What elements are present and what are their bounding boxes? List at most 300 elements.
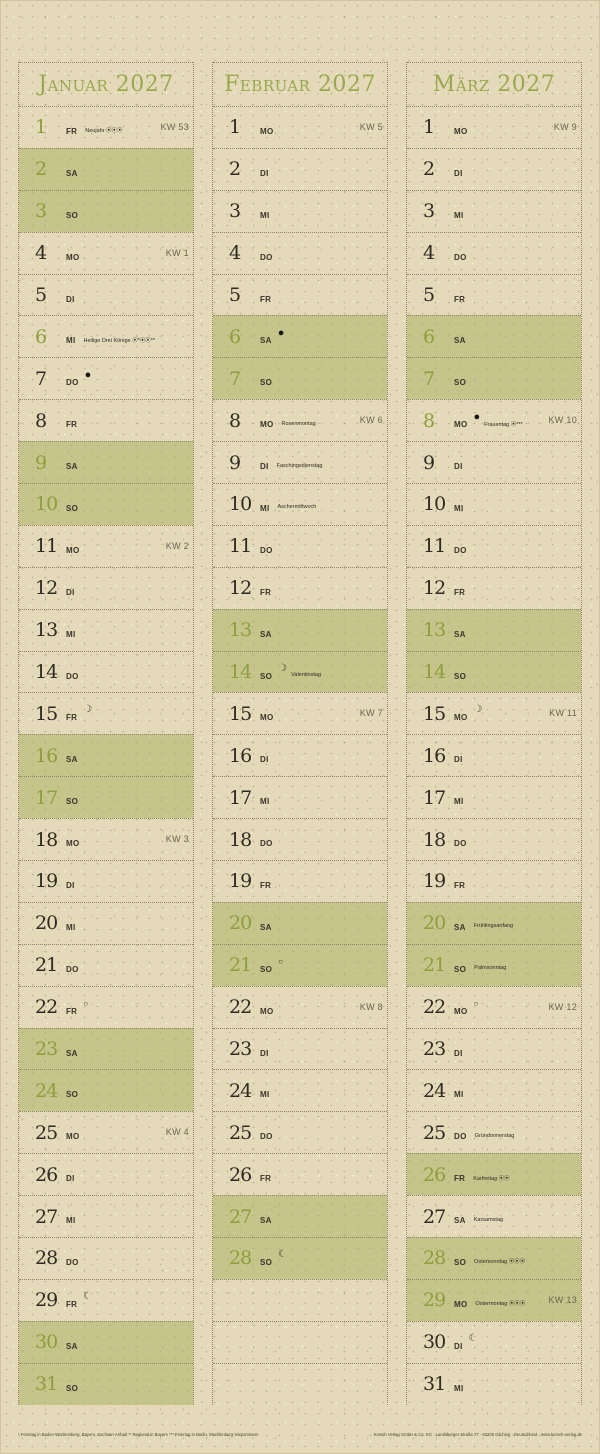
day-row [19, 274, 193, 316]
day-number: 21 [35, 954, 58, 977]
weekday-label: DI [260, 1048, 269, 1058]
calendar-week-label: KW 3 [165, 834, 189, 845]
day-row [19, 525, 193, 567]
holiday-note: Gründonnerstag [474, 1132, 515, 1139]
weekday-label: MO [260, 713, 274, 723]
day-row [19, 1279, 193, 1321]
weekday-label: SA [66, 1341, 78, 1351]
day-row [407, 734, 581, 776]
day-row [19, 651, 193, 693]
holiday-note: Ostermontag ⦿⦿⦿ [475, 1301, 526, 1308]
calendar-week-label: KW 12 [548, 1001, 577, 1012]
holiday-note: Frühlingsanfang [473, 923, 514, 930]
day-row [407, 1321, 581, 1363]
day-row [19, 1111, 193, 1153]
weekday-label: DO [260, 545, 273, 555]
day-number: 5 [423, 284, 435, 306]
month-title: März 2027 [407, 62, 581, 106]
day-number: 8 [229, 409, 241, 432]
weekday-label: DO [454, 252, 467, 262]
weekday-label: FR [260, 294, 272, 304]
holiday-note: Heilige Drei Könige ⦿*⦿⦿** [83, 337, 156, 344]
weekday-label: MO [454, 420, 468, 430]
weekday-label: MI [454, 1090, 464, 1100]
day-number: 7 [423, 367, 435, 390]
day-number: 3 [35, 200, 47, 223]
day-row [407, 232, 581, 274]
weekday-label: SO [66, 1383, 79, 1393]
day-number: 30 [423, 1331, 446, 1354]
month-title: Februar 2027 [213, 62, 387, 106]
day-row [19, 1028, 193, 1070]
day-row [213, 944, 387, 986]
day-number: 9 [229, 451, 241, 474]
day-row [407, 274, 581, 316]
calendar-week-label: KW 9 [553, 122, 577, 132]
weekday-label: SO [454, 1257, 467, 1267]
weekday-label: SO [260, 1257, 273, 1267]
quarter-moon-icon: ☽ [83, 704, 93, 716]
day-row [407, 106, 581, 148]
weekday-label: MI [454, 1383, 464, 1393]
day-row [407, 1237, 581, 1279]
day-row [407, 692, 581, 734]
day-number: 23 [35, 1038, 58, 1061]
day-number: 25 [229, 1121, 252, 1144]
weekday-label: DO [260, 252, 273, 262]
quarter-moon-icon: ☾ [83, 1290, 93, 1302]
weekday-label: DO [66, 671, 79, 681]
day-number: 9 [423, 451, 435, 474]
weekday-label: FR [260, 1174, 272, 1184]
calendar-grid [18, 62, 582, 1405]
day-number: 28 [229, 1247, 252, 1270]
day-row [213, 148, 387, 190]
day-number: 29 [423, 1289, 446, 1312]
day-row [407, 1069, 581, 1111]
day-row [213, 106, 387, 148]
day-row [407, 651, 581, 693]
day-row [213, 357, 387, 399]
weekday-label: DO [66, 964, 79, 974]
day-number: 7 [229, 367, 241, 390]
day-row [407, 148, 581, 190]
day-row [19, 567, 193, 609]
weekday-label: DO [454, 839, 467, 849]
weekday-label: SO [454, 378, 467, 388]
weekday-label: FR [66, 713, 78, 723]
weekday-label: SA [454, 922, 466, 932]
day-number: 9 [35, 451, 47, 474]
weekday-label: FR [260, 587, 272, 597]
weekday-label: MO [454, 713, 468, 723]
day-row [213, 190, 387, 232]
calendar-week-label: KW 4 [165, 1127, 189, 1138]
weekday-label: MO [66, 545, 80, 555]
weekday-label: FR [454, 1174, 466, 1184]
day-number: 2 [423, 158, 435, 181]
weekday-label: MI [260, 1090, 270, 1100]
day-row [213, 651, 387, 693]
day-number: 15 [423, 702, 446, 725]
weekday-label: MO [454, 1299, 468, 1309]
day-row [19, 860, 193, 902]
weekday-label: MI [260, 210, 270, 220]
day-number: 13 [423, 619, 446, 642]
day-number: 17 [35, 786, 58, 809]
day-number: 24 [423, 1079, 446, 1102]
weekday-label: DI [454, 1341, 463, 1351]
day-row [19, 483, 193, 525]
weekday-label: MI [454, 797, 464, 807]
weekday-label: DI [260, 462, 269, 472]
day-number: 12 [423, 577, 446, 600]
weekday-label: FR [454, 294, 466, 304]
day-number: 6 [35, 325, 47, 348]
day-number: 27 [35, 1205, 58, 1228]
day-row [19, 399, 193, 441]
day-row [19, 902, 193, 944]
weekday-label: MO [454, 126, 468, 136]
day-row [407, 1195, 581, 1237]
day-row [19, 944, 193, 986]
quarter-moon-icon: ☽ [278, 662, 288, 674]
day-row [19, 776, 193, 818]
day-row [407, 818, 581, 860]
weekday-label: SO [260, 964, 273, 974]
day-row [213, 315, 387, 357]
weekday-label: MI [66, 336, 76, 346]
day-number: 10 [229, 493, 252, 516]
day-row [19, 986, 193, 1028]
full-moon-icon: ○ [83, 998, 89, 1008]
weekday-label: DI [66, 880, 75, 890]
weekday-label: SA [260, 336, 272, 346]
day-row [19, 232, 193, 274]
day-number: 3 [423, 200, 435, 223]
day-row [213, 1028, 387, 1070]
day-row [213, 567, 387, 609]
holiday-note: Neujahr ⦿⦿⦿ [85, 128, 123, 135]
day-number: 14 [423, 661, 446, 684]
day-row [213, 609, 387, 651]
weekday-label: DO [260, 1132, 273, 1142]
new-moon-icon: ● [277, 326, 285, 339]
calendar-week-label: KW 6 [359, 415, 383, 426]
day-number: 11 [229, 535, 252, 558]
day-number: 6 [423, 325, 435, 348]
weekday-label: SA [66, 168, 78, 178]
holiday-note: Ostersonntag ⦿⦿⦿ [474, 1259, 526, 1266]
day-number: 29 [35, 1289, 58, 1312]
day-number: 2 [35, 158, 47, 181]
weekday-label: FR [66, 1006, 78, 1016]
day-number: 11 [35, 535, 58, 558]
day-number: 5 [229, 284, 241, 306]
weekday-label: FR [66, 126, 78, 136]
day-number: 2 [229, 158, 241, 181]
day-row [213, 232, 387, 274]
day-row [407, 986, 581, 1028]
weekday-label: SO [66, 1090, 79, 1100]
weekday-label: DO [66, 378, 79, 388]
day-number: 19 [35, 870, 58, 893]
quarter-moon-icon: ☾ [278, 1248, 288, 1260]
day-number: 30 [35, 1331, 58, 1354]
weekday-label: MO [66, 252, 80, 262]
day-row [213, 1195, 387, 1237]
calendar-week-label: KW 53 [160, 122, 189, 132]
day-row [19, 1153, 193, 1195]
day-number: 15 [35, 702, 58, 725]
weekday-label: SO [260, 378, 273, 388]
calendar-week-label: KW 13 [548, 1294, 577, 1305]
quarter-moon-icon: ☾ [468, 1332, 478, 1344]
holiday-note: Faschingsdienstag [276, 462, 323, 469]
day-number: 24 [35, 1079, 58, 1102]
day-row [213, 986, 387, 1028]
day-row [19, 315, 193, 357]
day-row [407, 944, 581, 986]
day-number: 17 [423, 786, 446, 809]
day-row [213, 1237, 387, 1279]
weekday-label: MI [66, 922, 76, 932]
day-number: 13 [229, 619, 252, 642]
day-row [407, 567, 581, 609]
weekday-label: MO [454, 1006, 468, 1016]
day-number: 4 [423, 242, 435, 265]
empty-day-row [213, 1363, 387, 1405]
day-number: 10 [423, 493, 446, 516]
day-number: 20 [229, 912, 252, 935]
weekday-label: DO [66, 1257, 79, 1267]
day-number: 1 [423, 116, 435, 139]
day-number: 6 [229, 325, 241, 348]
empty-day-row [213, 1279, 387, 1321]
day-row [213, 860, 387, 902]
day-number: 10 [35, 493, 58, 516]
new-moon-icon: ● [84, 368, 92, 381]
day-number: 4 [229, 242, 241, 265]
weekday-label: DO [454, 545, 467, 555]
weekday-label: MO [66, 1132, 80, 1142]
weekday-label: SO [454, 671, 467, 681]
day-number: 4 [35, 242, 47, 265]
weekday-label: DI [454, 1048, 463, 1058]
day-number: 16 [423, 744, 446, 767]
day-row [213, 692, 387, 734]
day-row [19, 609, 193, 651]
day-number: 28 [423, 1247, 446, 1270]
calendar-week-label: KW 11 [549, 708, 577, 719]
calendar-week-label: KW 5 [359, 122, 383, 132]
weekday-label: MI [260, 503, 270, 513]
day-number: 28 [35, 1247, 58, 1270]
weekday-label: MI [454, 210, 464, 220]
weekday-label: SA [66, 755, 78, 765]
day-row [407, 190, 581, 232]
weekday-label: DI [454, 755, 463, 765]
calendar-week-label: KW 8 [359, 1001, 383, 1012]
day-number: 14 [35, 661, 58, 684]
day-row [213, 734, 387, 776]
day-row [407, 1028, 581, 1070]
day-row [407, 902, 581, 944]
day-row [19, 190, 193, 232]
day-row [407, 525, 581, 567]
weekday-label: DI [260, 168, 269, 178]
day-row [213, 1111, 387, 1153]
day-number: 11 [423, 535, 446, 558]
weekday-label: SO [66, 797, 79, 807]
weekday-label: MO [66, 839, 80, 849]
day-row [407, 357, 581, 399]
holiday-note: Karfreitag ⦿⦿ [473, 1175, 510, 1182]
day-number: 3 [229, 200, 241, 223]
weekday-label: SA [260, 1216, 272, 1226]
day-row [19, 1321, 193, 1363]
weekday-label: DI [66, 1174, 75, 1184]
weekday-label: DI [66, 294, 75, 304]
day-row [407, 1279, 581, 1321]
day-number: 26 [229, 1163, 252, 1186]
day-row [19, 818, 193, 860]
weekday-label: SA [66, 462, 78, 472]
day-number: 14 [229, 661, 252, 684]
day-row [19, 441, 193, 483]
day-row [407, 860, 581, 902]
day-number: 25 [423, 1121, 446, 1144]
footer [18, 1432, 582, 1437]
day-number: 21 [423, 954, 446, 977]
day-row [407, 1111, 581, 1153]
weekday-label: DO [260, 839, 273, 849]
full-moon-icon: ○ [473, 998, 479, 1008]
weekday-label: FR [66, 420, 78, 430]
day-number: 26 [423, 1163, 446, 1186]
day-number: 23 [229, 1038, 252, 1061]
quarter-moon-icon: ☽ [473, 704, 483, 716]
day-row [213, 399, 387, 441]
day-row [19, 1195, 193, 1237]
day-row [213, 441, 387, 483]
day-number: 17 [229, 786, 252, 809]
day-number: 15 [229, 702, 252, 725]
holiday-note: Aschermittwoch [277, 504, 317, 511]
weekday-label: SA [454, 336, 466, 346]
day-row [19, 148, 193, 190]
day-row [19, 106, 193, 148]
weekday-label: MO [260, 126, 274, 136]
day-row [213, 776, 387, 818]
weekday-label: MO [260, 1006, 274, 1016]
day-row [213, 525, 387, 567]
day-row [407, 441, 581, 483]
day-number: 19 [423, 870, 446, 893]
weekday-label: FR [260, 880, 272, 890]
weekday-label: SA [66, 1048, 78, 1058]
day-number: 22 [229, 996, 252, 1019]
day-number: 31 [423, 1373, 446, 1396]
weekday-label: SA [260, 629, 272, 639]
weekday-label: SA [260, 922, 272, 932]
weekday-label: SO [454, 964, 467, 974]
full-moon-icon: ○ [278, 956, 284, 966]
day-number: 7 [35, 367, 47, 390]
day-row [19, 1363, 193, 1405]
weekday-label: FR [66, 1299, 78, 1309]
month-column [212, 62, 388, 1405]
weekday-label: SA [454, 629, 466, 639]
day-number: 24 [229, 1079, 252, 1102]
weekday-label: MI [454, 503, 464, 513]
day-number: 8 [423, 409, 435, 432]
day-number: 12 [229, 577, 252, 600]
day-number: 27 [229, 1205, 252, 1228]
month-column [18, 62, 194, 1405]
weekday-label: MI [260, 797, 270, 807]
calendar-week-label: KW 7 [359, 708, 383, 719]
day-number: 22 [35, 996, 58, 1019]
footer-publisher: Korsch Verlag GmbH & Co. KG · Landsberger Straße 77 · 82205 Gilching · Deutschland · www.korsch-verlag.de [373, 1432, 582, 1437]
day-number: 18 [423, 828, 446, 851]
day-row [213, 902, 387, 944]
day-number: 13 [35, 619, 58, 642]
day-number: 27 [423, 1205, 446, 1228]
weekday-label: DO [454, 1132, 467, 1142]
day-row [213, 1069, 387, 1111]
day-number: 19 [229, 870, 252, 893]
calendar-week-label: KW 2 [165, 540, 189, 551]
day-row [407, 1363, 581, 1405]
footer-notes: * Feiertag in Baden-Württemberg, Bayern, Sachsen-Anhalt ** Regional in Bayern *** Feiertag in Berlin, Mecklenburg-Vorpommern [18, 1432, 259, 1437]
holiday-note: Frauentag ⦿*** [484, 421, 523, 428]
day-number: 16 [35, 744, 58, 767]
day-number: 21 [229, 954, 252, 977]
day-row [407, 315, 581, 357]
month-column [406, 62, 582, 1405]
weekday-label: DI [260, 755, 269, 765]
weekday-label: MI [66, 1216, 76, 1226]
day-row [407, 609, 581, 651]
day-number: 12 [35, 577, 58, 600]
weekday-label: DI [454, 462, 463, 472]
day-row [407, 399, 581, 441]
day-row [407, 776, 581, 818]
calendar-week-label: KW 10 [548, 415, 577, 426]
day-number: 22 [423, 996, 446, 1019]
day-row [19, 692, 193, 734]
weekday-label: SO [66, 503, 79, 513]
holiday-note: Karsamstag [473, 1216, 504, 1223]
day-number: 23 [423, 1038, 446, 1061]
weekday-label: DI [454, 168, 463, 178]
day-number: 16 [229, 744, 252, 767]
weekday-label: SA [454, 1216, 466, 1226]
weekday-label: SO [66, 210, 79, 220]
weekday-label: MO [260, 420, 274, 430]
day-number: 1 [35, 116, 47, 139]
day-row [213, 274, 387, 316]
day-row [213, 1153, 387, 1195]
day-number: 18 [35, 828, 58, 851]
empty-day-row [213, 1321, 387, 1363]
month-title: Januar 2027 [19, 62, 193, 106]
new-moon-icon: ● [473, 410, 481, 423]
weekday-label: FR [454, 880, 466, 890]
weekday-label: MI [66, 629, 76, 639]
weekday-label: SO [260, 671, 273, 681]
